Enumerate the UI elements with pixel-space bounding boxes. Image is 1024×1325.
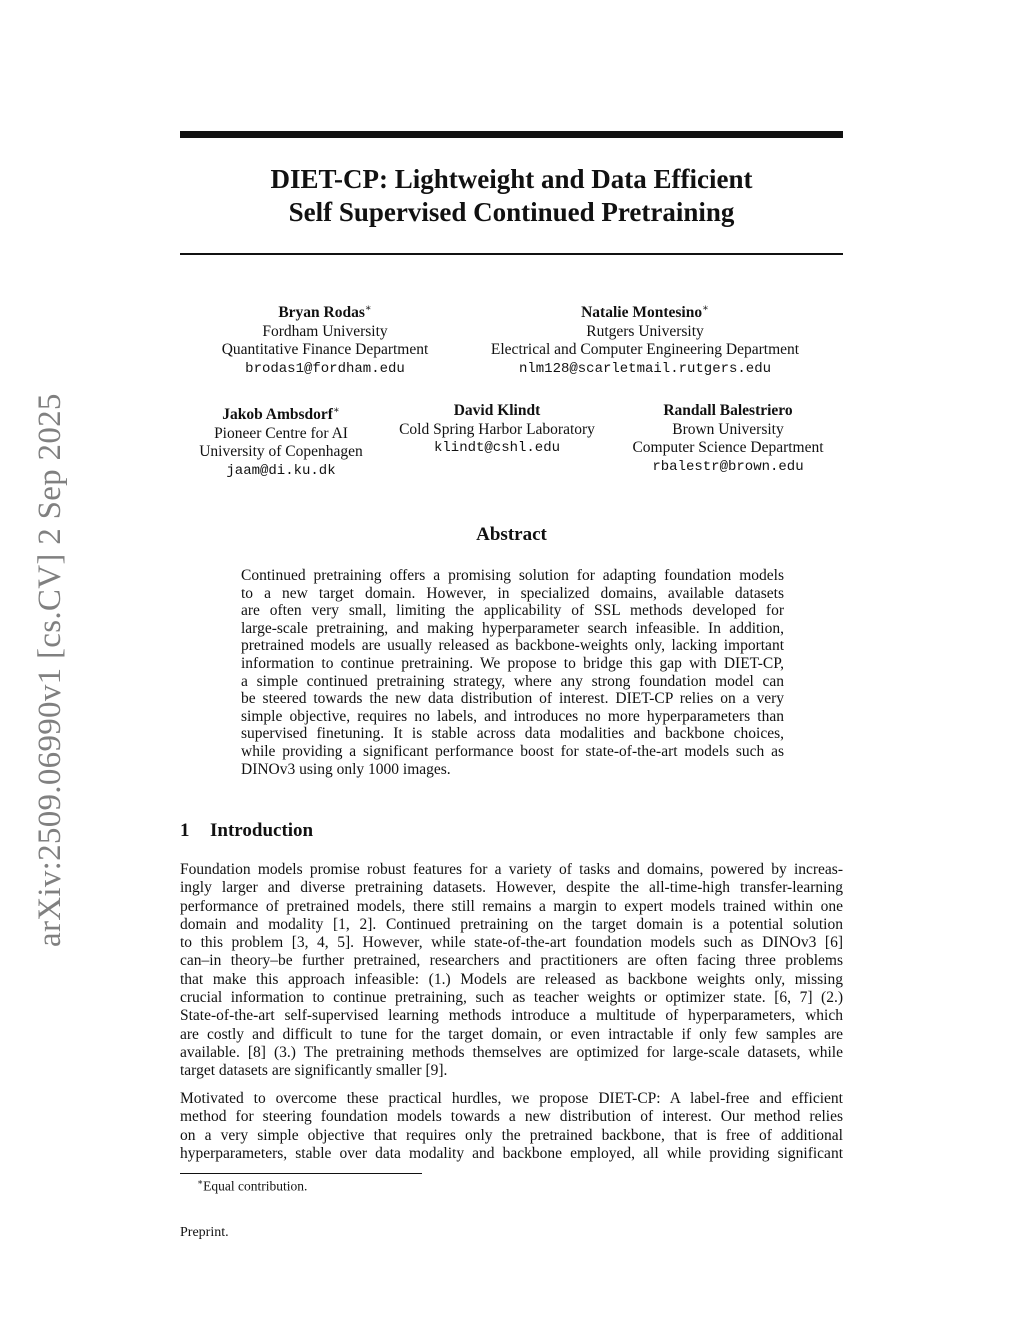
body-line: Motivated to overcome these practical hurdles, we propose DIET-CP: A label-free and efficient: [180, 1090, 843, 1107]
body-line: domain and modality [1, 2]. Continued pretraining on the target domain is a potential solution: [180, 915, 843, 933]
body-line: crucial information to continue pretraining, such as teacher weights or optimizer state. [6, 7] (2.): [180, 989, 843, 1007]
abstract-line: information to continue pretraining. We propose to bridge this gap with DIET-CP,: [241, 654, 784, 672]
body-line: hyperparameters, stable over data modality and backbone employed, all while providing significant: [180, 1144, 843, 1162]
body-line: target datasets are significantly smaller [9].: [180, 1062, 448, 1080]
preprint-footer: Preprint.: [180, 1225, 229, 1240]
body-line: State-of-the-art self-supervised learning methods introduce a multitude of hyperparameters, which: [180, 1007, 843, 1025]
author-email[interactable]: jaam@di.ku.dk: [226, 462, 336, 479]
abstract-line: to a new target domain. However, in specialized domains, available datasets: [241, 584, 784, 602]
author-block-klindt: [382, 402, 612, 458]
abstract-line: while providing a significant performance boost for state-of-the-art models such as: [241, 742, 784, 760]
abstract-line: are often very small, limiting the applicability of SSL methods developed for: [241, 602, 784, 620]
author-department: Computer Science Department: [632, 439, 824, 456]
section-number: 1: [180, 820, 190, 841]
body-line: performance of pretrained models, there still remains a margin to expert models trained within one: [180, 897, 843, 915]
abstract-heading: Abstract: [476, 524, 547, 545]
abstract-body: [241, 567, 784, 778]
author-affiliation: Brown University: [672, 420, 784, 438]
author-block-rodas: [180, 300, 470, 378]
author-name: Bryan Rodas∗: [278, 303, 372, 322]
body-line: Foundation models promise robust features for a variety of tasks and domains, powered by increas-: [180, 861, 843, 878]
title-line-2: Self Supervised Continued Pretraining: [288, 197, 735, 227]
abstract-line: large-scale pretraining, and making hyperparameter search infeasible. In addition,: [241, 619, 784, 637]
title-top-rule: [180, 131, 843, 138]
abstract-line: supervised finetuning. It is stable across data modalities and backbone choices,: [241, 725, 784, 743]
body-line: on a very simple objective that requires only the pretrained backbone, that is free of additional: [180, 1126, 843, 1144]
author-name: David Klindt: [453, 402, 541, 419]
body-line: can–in theory–be further pretrained, researchers and practitioners are often facing three problems: [180, 952, 843, 970]
footnote-rule: [180, 1173, 422, 1174]
author-affiliation: Rutgers University: [586, 322, 704, 340]
section-title: Introduction: [210, 820, 314, 841]
author-block-montesino: [470, 300, 820, 378]
author-affiliation: Fordham University: [262, 322, 388, 340]
author-name: Jakob Ambsdorf∗: [222, 405, 340, 424]
author-name: Natalie Montesino∗: [581, 303, 709, 322]
arxiv-identifier-stamp: arXiv:2509.06990v1 [cs.CV] 2 Sep 2025: [32, 393, 68, 947]
author-department: University of Copenhagen: [199, 443, 363, 461]
body-line: that make this approach infeasible: (1.) Models are released as backbone weights only, missing: [180, 970, 843, 988]
abstract-line: pretrained models are usually released as backbone-weights only, lacking important: [241, 637, 784, 655]
author-department: Electrical and Computer Engineering Department: [490, 341, 800, 359]
intro-paragraph-2: [180, 1090, 843, 1163]
abstract-line: simple objective, requires no labels, and introduces no more hyperparameters than: [241, 707, 784, 725]
intro-paragraph-1: [180, 861, 843, 1081]
paper-title: [180, 163, 843, 229]
abstract-line: DINOv3 using only 1000 images.: [241, 760, 451, 778]
author-email[interactable]: rbalestr@brown.edu: [652, 458, 804, 475]
author-block-ambsdorf: [180, 402, 382, 480]
author-affiliation: Pioneer Centre for AI: [214, 424, 348, 442]
body-line: method for steering foundation models towards a new distribution of interest. Our method relies: [180, 1108, 843, 1126]
author-email[interactable]: brodas1@fordham.edu: [245, 360, 405, 377]
author-department: Quantitative Finance Department: [221, 341, 429, 359]
author-affiliation: Cold Spring Harbor Laboratory: [399, 420, 595, 438]
title-line-1: DIET-CP: Lightweight and Data Efficient: [270, 164, 753, 194]
footnote-equal-contribution: ∗Equal contribution.: [197, 1177, 308, 1194]
author-name: Randall Balestriero: [663, 402, 793, 419]
abstract-line: Continued pretraining offers a promising solution for adapting foundation models: [241, 567, 784, 584]
author-email[interactable]: klindt@cshl.edu: [433, 440, 561, 456]
title-bottom-rule: [180, 253, 843, 255]
body-line: to this problem [3, 4, 5]. However, while state-of-the-art foundation models such as DINOv3 [6]: [180, 934, 843, 952]
body-line: available. [8] (3.) The pretraining methods themselves are optimized for large-scale datasets, while: [180, 1043, 843, 1061]
author-email[interactable]: nlm128@scarletmail.rutgers.edu: [518, 360, 772, 377]
abstract-line: a simple continued pretraining strategy, where any strong foundation model can: [241, 672, 784, 690]
body-line: ingly larger and diverse pretraining datasets. However, despite the all-time-high transfer-learning: [180, 879, 843, 897]
body-line: are costly and difficult to tune for the target domain, or even intractable if only few samples are: [180, 1025, 843, 1043]
abstract-line: be steered towards the new data distribution of interest. DIET-CP relies on a very: [241, 690, 784, 708]
section-heading-introduction: [180, 820, 313, 842]
author-block-balestriero: [612, 402, 844, 476]
